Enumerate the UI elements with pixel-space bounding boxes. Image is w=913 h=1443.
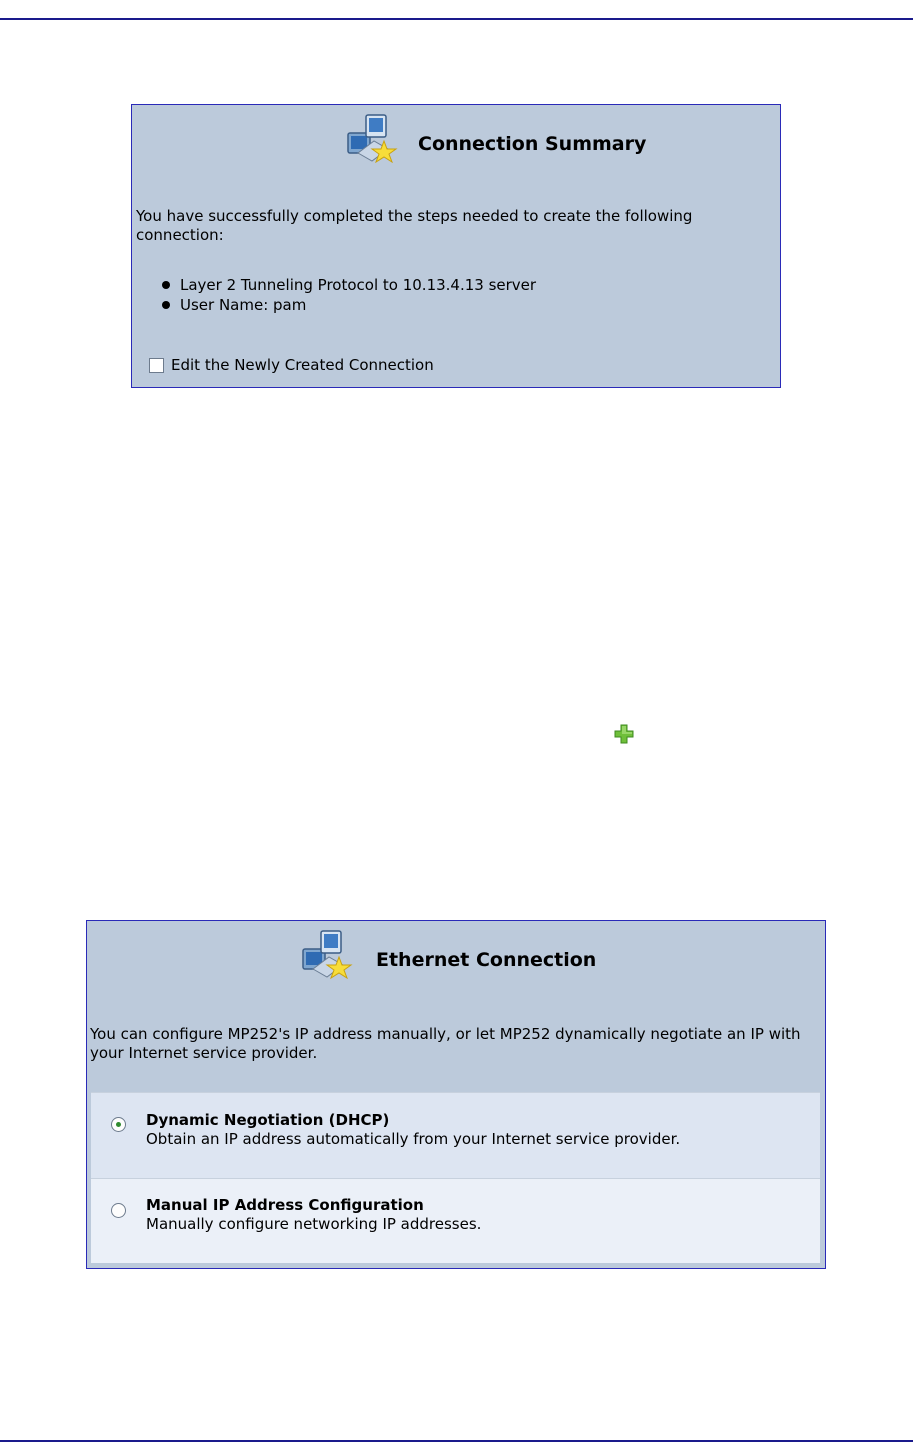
- ethernet-intro: You can configure MP252's IP address manually, or let MP252 dynamically negotiate an IP with your Internet service provider.: [90, 1025, 801, 1062]
- edit-connection-checkbox[interactable]: [149, 358, 164, 373]
- connection-summary-panel: [131, 104, 781, 388]
- edit-connection-label[interactable]: Edit the Newly Created Connection: [171, 356, 434, 374]
- dhcp-radio[interactable]: [111, 1117, 126, 1132]
- option-title: Manual IP Address Configuration: [146, 1196, 424, 1214]
- network-wizard-icon: [344, 111, 398, 163]
- panel-title: Connection Summary: [418, 133, 647, 155]
- top-rule: [0, 18, 913, 20]
- bottom-rule: [0, 1440, 913, 1442]
- panel-title: Ethernet Connection: [376, 949, 597, 971]
- option-dhcp[interactable]: [91, 1092, 820, 1178]
- option-description: Manually configure networking IP addresses.: [146, 1215, 482, 1233]
- network-wizard-icon: [299, 927, 353, 979]
- list-item: Layer 2 Tunneling Protocol to 10.13.4.13 server: [158, 275, 536, 295]
- plus-icon: [614, 724, 634, 744]
- summary-intro: You have successfully completed the steps needed to create the following connection:: [136, 207, 693, 244]
- list-item: User Name: pam: [158, 295, 536, 315]
- option-description: Obtain an IP address automatically from your Internet service provider.: [146, 1130, 681, 1148]
- option-manual-ip[interactable]: [91, 1178, 820, 1263]
- ethernet-connection-panel: [86, 920, 826, 1269]
- option-title: Dynamic Negotiation (DHCP): [146, 1111, 390, 1129]
- manual-ip-radio[interactable]: [111, 1203, 126, 1218]
- summary-list: [158, 275, 536, 315]
